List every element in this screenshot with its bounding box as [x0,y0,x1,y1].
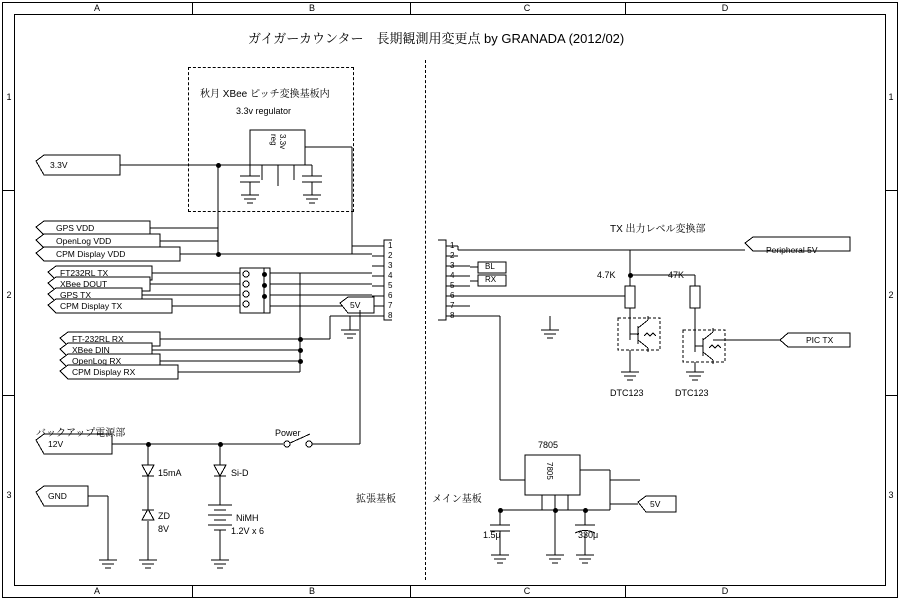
battery-voltage-label: 1.2V x 6 [231,526,265,536]
resistor-4k7-label: 4.7K [597,270,616,280]
left-connector-pin-3: 3 [388,261,393,270]
zone-label-bottom-c: C [523,586,531,596]
right-connector-pin-8: 8 [450,311,455,320]
cap-330u-label: 330μ [578,530,599,540]
flag-label-5v-left: 5V [350,300,361,310]
zone-label-left-1: 1 [6,92,12,102]
flag-label-gps-tx: GPS TX [60,290,92,300]
diode-sid-label: Si-D [231,468,249,478]
junction-dot-tx1 [262,272,267,277]
regulator-label: 3.3v regulator [236,106,292,116]
zone-label-top-c: C [523,3,531,13]
transistor-1-label: DTC123 [610,388,644,398]
right-connector-pin-6: 6 [450,291,455,300]
junction-dot-cap-in [498,508,503,513]
zone-label-left-3: 3 [6,490,12,500]
xbee-board-label: 秋月 XBee ピッチ変換基板内 [200,89,330,100]
flag-label-openlog-vdd: OpenLog VDD [56,236,112,246]
flag-label-pic-tx: PIC TX [806,335,834,345]
flag-label-cpm-display-tx: CPM Display TX [60,301,123,311]
backup-power-section-label: バックアップ電源部 [36,428,126,439]
zener-voltage-label: 8V [158,524,170,534]
junction-dot-33v [216,163,221,168]
right-connector-pin-3: 3 [450,261,455,270]
reg7805-body-label: 7805 [545,462,554,480]
zone-label-bottom-b: B [308,586,315,596]
cap-1u5-label: 1.5μ [483,530,501,540]
flag-label-gnd: GND [48,491,67,501]
junction-dot-diode [218,442,223,447]
right-connector-pin-5: 5 [450,281,455,290]
flag-label-xbee-din: XBee DIN [72,345,110,355]
zone-label-right-2: 2 [888,290,894,300]
junction-dot-r47k [628,273,633,278]
left-connector-pin-6: 6 [388,291,393,300]
expansion-board-label: 拡張基板 [356,494,396,505]
right-connector-pin-7: 7 [450,301,455,310]
flag-label-ft232rl-rx: FT-232RL RX [72,334,124,344]
left-connector-pin-8: 8 [388,311,393,320]
zone-label-right-1: 1 [888,92,894,102]
flag-label-gps-vdd: GPS VDD [56,223,95,233]
flag-label-peripheral-5v: Peripheral 5V [766,245,818,255]
regulator-body-label: 3.3v reg [269,134,287,150]
rx-label: RX [485,275,497,284]
power-switch-label: Power [275,428,301,438]
reg7805-label: 7805 [538,440,559,450]
tx-level-section-label: TX 出力レベル変換部 [610,224,706,235]
flag-label-ft232rl-tx: FT232RL TX [60,268,109,278]
flag-label-cpm-display-rx: CPM Display RX [72,367,136,377]
main-board-label: メイン基板 [432,494,482,505]
zener-label: ZD [158,511,170,521]
junction-dot-rx2 [298,348,303,353]
zone-label-top-b: B [308,3,315,13]
left-connector-pin-2: 2 [388,251,393,260]
flag-label-12v: 12V [48,439,64,449]
zone-label-top-d: D [721,3,729,13]
left-connector-pin-5: 5 [388,281,393,290]
junction-dot-cap-out [583,508,588,513]
led-15ma-label: 15mA [158,468,182,478]
left-connector-pin-7: 7 [388,301,393,310]
flag-label-33v: 3.3V [50,160,68,170]
junction-dot-rx3 [298,359,303,364]
junction-dot-vdd [216,252,221,257]
zone-label-bottom-d: D [721,586,729,596]
zone-label-top-a: A [93,3,100,13]
zone-label-right-3: 3 [888,490,894,500]
flag-label-5v-right: 5V [650,499,661,509]
right-connector-pin-4: 4 [450,271,455,280]
junction-dot-rx1 [298,337,303,342]
transistor-2-label: DTC123 [675,388,709,398]
right-connector-pin-1: 1 [450,241,455,250]
resistor-47k-label: 47K [668,270,685,280]
flag-label-xbee-dout: XBee DOUT [60,279,108,289]
flag-label-cpm-display-vdd: CPM Display VDD [56,249,126,259]
junction-dot-led [146,442,151,447]
junction-dot-tx2 [262,283,267,288]
zone-label-bottom-a: A [93,586,100,596]
zone-label-left-2: 2 [6,290,12,300]
left-connector-pin-1: 1 [388,241,393,250]
left-connector-pin-4: 4 [388,271,393,280]
bl-label: BL [485,262,495,271]
junction-dot-gnd-mid [553,508,558,513]
flag-label-openlog-rx: OpenLog RX [72,356,122,366]
right-connector-pin-2: 2 [450,251,455,260]
junction-dot-tx3 [262,294,267,299]
battery-label: NiMH [236,513,259,523]
diagram-title: ガイガーカウンター 長期観測用変更点 by GRANADA (2012/02) [248,31,625,46]
